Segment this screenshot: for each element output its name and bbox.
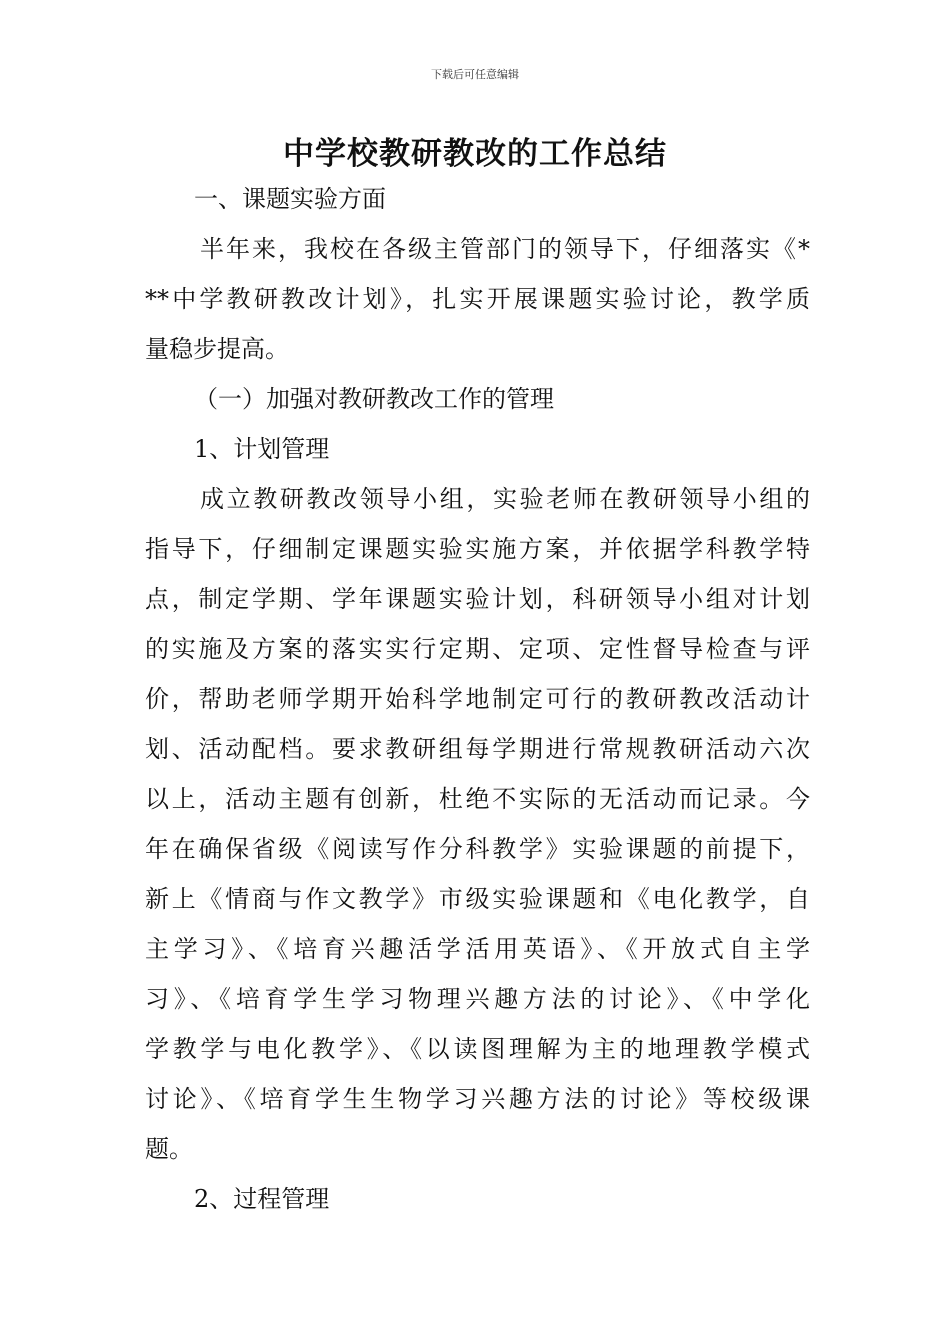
paragraph-line: 价，帮助老师学期开始科学地制定可行的教研教改活动计 [145,685,810,713]
paragraph-line: 的实施及方案的落实实行定期、定项、定性督导检查与评 [145,635,810,663]
paragraph-line: 量稳步提高。 [145,335,289,363]
paragraph-line: 主学习》、《培育兴趣活学活用英语》、《开放式自主学 [145,935,810,963]
paragraph-line: 新上《情商与作文教学》市级实验课题和《电化教学，自 [145,885,810,913]
paragraph-line: 以上，活动主题有创新，杜绝不实际的无活动而记录。今 [145,785,810,813]
section-heading: 一、课题实验方面 [194,185,386,213]
paragraph-line: 习》、《培育学生学习物理兴趣方法的讨论》、《中学化 [145,985,810,1013]
document-title: 中学校教研教改的工作总结 [283,136,667,172]
item-heading: 1、计划管理 [194,435,330,463]
paragraph-line: 点，制定学期、学年课题实验计划，科研领导小组对计划 [145,585,810,613]
paragraph-line: 成立教研教改领导小组，实验老师在教研领导小组的 [200,485,810,513]
header-note: 下载后可任意编辑 [431,68,519,81]
paragraph-line: 讨论》、《培育学生生物学习兴趣方法的讨论》等校级课 [145,1085,810,1113]
paragraph-line: **中学教研教改计划》，扎实开展课题实验讨论，教学质 [145,285,810,313]
item-heading: 2、过程管理 [194,1185,330,1213]
paragraph-line: 年在确保省级《阅读写作分科教学》实验课题的前提下， [145,835,810,863]
paragraph-line: 指导下，仔细制定课题实验实施方案，并依据学科教学特 [145,535,810,563]
paragraph-line: 划、活动配档。要求教研组每学期进行常规教研活动六次 [145,735,810,763]
subsection-heading: （一）加强对教研教改工作的管理 [194,385,554,413]
paragraph-line: 学教学与电化教学》、《以读图理解为主的地理教学模式 [145,1035,810,1063]
paragraph-line: 题。 [145,1135,193,1163]
paragraph-line: 半年来，我校在各级主管部门的领导下，仔细落实《* [200,235,810,263]
